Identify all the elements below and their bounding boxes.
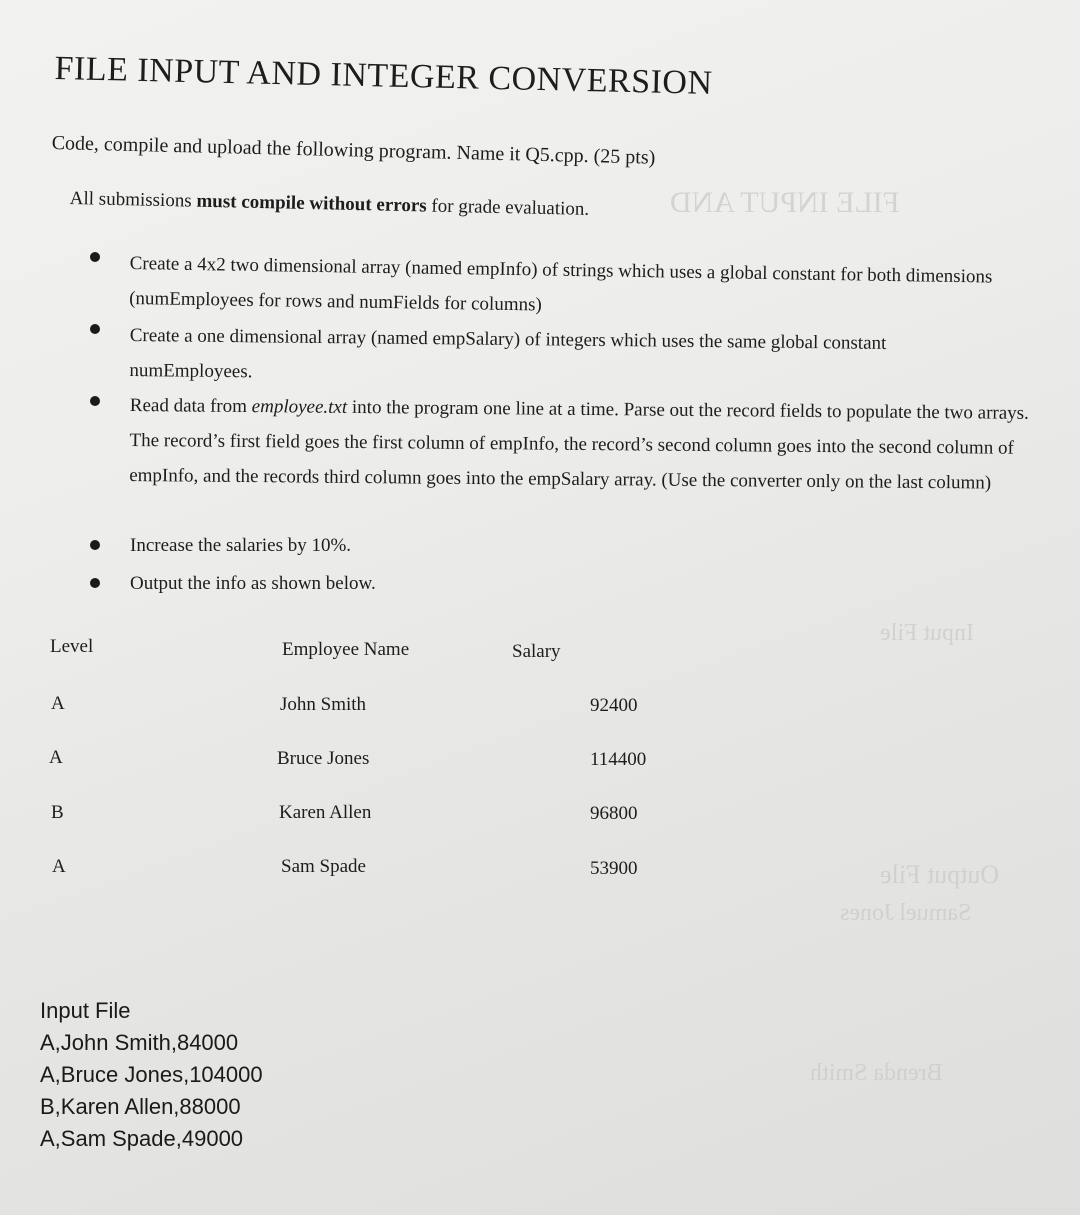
bullet-dot-icon bbox=[90, 578, 100, 588]
table-row-name: Karen Allen bbox=[279, 802, 372, 823]
column-header-level: Level bbox=[50, 636, 94, 657]
table-row-salary: 53900 bbox=[590, 858, 638, 879]
bullet-dot-icon bbox=[90, 396, 100, 406]
bleed-through-decoration: Output File bbox=[880, 860, 1000, 889]
table-row-name: Bruce Jones bbox=[277, 748, 370, 769]
requirement-text bbox=[129, 388, 1050, 501]
bleed-through-decoration: Brenda Smith bbox=[810, 1060, 943, 1086]
submission-note bbox=[70, 188, 590, 221]
input-file-line: A,Sam Spade,49000 bbox=[40, 1126, 244, 1151]
requirement-text-prefix: Read data from bbox=[129, 394, 252, 418]
submission-note-emphasis: must compile without errors bbox=[196, 190, 427, 217]
instructions-line: Code, compile and upload the following program. Name it Q5.cpp. (25 pts) bbox=[51, 132, 656, 169]
column-header-employee-name: Employee Name bbox=[282, 639, 410, 660]
table-row-level: A bbox=[51, 693, 65, 714]
submission-note-suffix: for grade evaluation. bbox=[426, 195, 590, 220]
input-file-line: A,Bruce Jones,104000 bbox=[40, 1062, 263, 1087]
requirement-text: Output the info as shown below. bbox=[130, 573, 376, 594]
table-row-salary: 92400 bbox=[590, 695, 638, 716]
requirement-text: Create a 4x2 two dimensional array (named empInfo) of strings which uses a global constant for both dimensions (numEmployees for rows and numFields for columns) bbox=[129, 252, 993, 316]
table-row-name: John Smith bbox=[280, 694, 367, 715]
filename-emphasis: employee.txt bbox=[251, 396, 348, 418]
table-row-name: Sam Spade bbox=[281, 856, 366, 877]
page-title: FILE INPUT AND INTEGER CONVERSION bbox=[54, 50, 713, 102]
requirement-text: Create a one dimensional array (named empSalary) of integers which uses the same global constant numEmployees. bbox=[129, 324, 887, 383]
bleed-through-decoration: FILE INPUT AND bbox=[670, 186, 900, 219]
input-file-listing bbox=[40, 995, 263, 1155]
input-file-line: A,John Smith,84000 bbox=[40, 1030, 239, 1055]
bleed-through-decoration: Input File bbox=[880, 620, 974, 646]
bullet-dot-icon bbox=[90, 324, 100, 334]
bullet-dot-icon bbox=[90, 252, 100, 262]
table-row-level: B bbox=[51, 802, 64, 823]
requirement-text-suffix: into the program one line at a time. Parse out the record fields to populate the two arrays. The record’s first field goes the first column of empInfo, the record’s second column goes into the second column of empInfo, and the records third column goes into the empSalary array. (Use the converter only on the last column) bbox=[129, 396, 1029, 494]
bleed-through-decoration: Samuel Jones bbox=[840, 900, 972, 926]
submission-note-prefix: All submissions bbox=[69, 188, 197, 212]
table-row-level: A bbox=[49, 747, 63, 768]
column-header-salary: Salary bbox=[512, 641, 561, 662]
input-file-line: B,Karen Allen,88000 bbox=[40, 1094, 241, 1119]
table-row-salary: 96800 bbox=[590, 803, 638, 824]
input-file-label: Input File bbox=[40, 998, 131, 1023]
table-row-level: A bbox=[52, 856, 66, 877]
bullet-dot-icon bbox=[90, 540, 100, 550]
table-row-salary: 114400 bbox=[590, 749, 647, 770]
requirement-text: Increase the salaries by 10%. bbox=[130, 535, 352, 556]
